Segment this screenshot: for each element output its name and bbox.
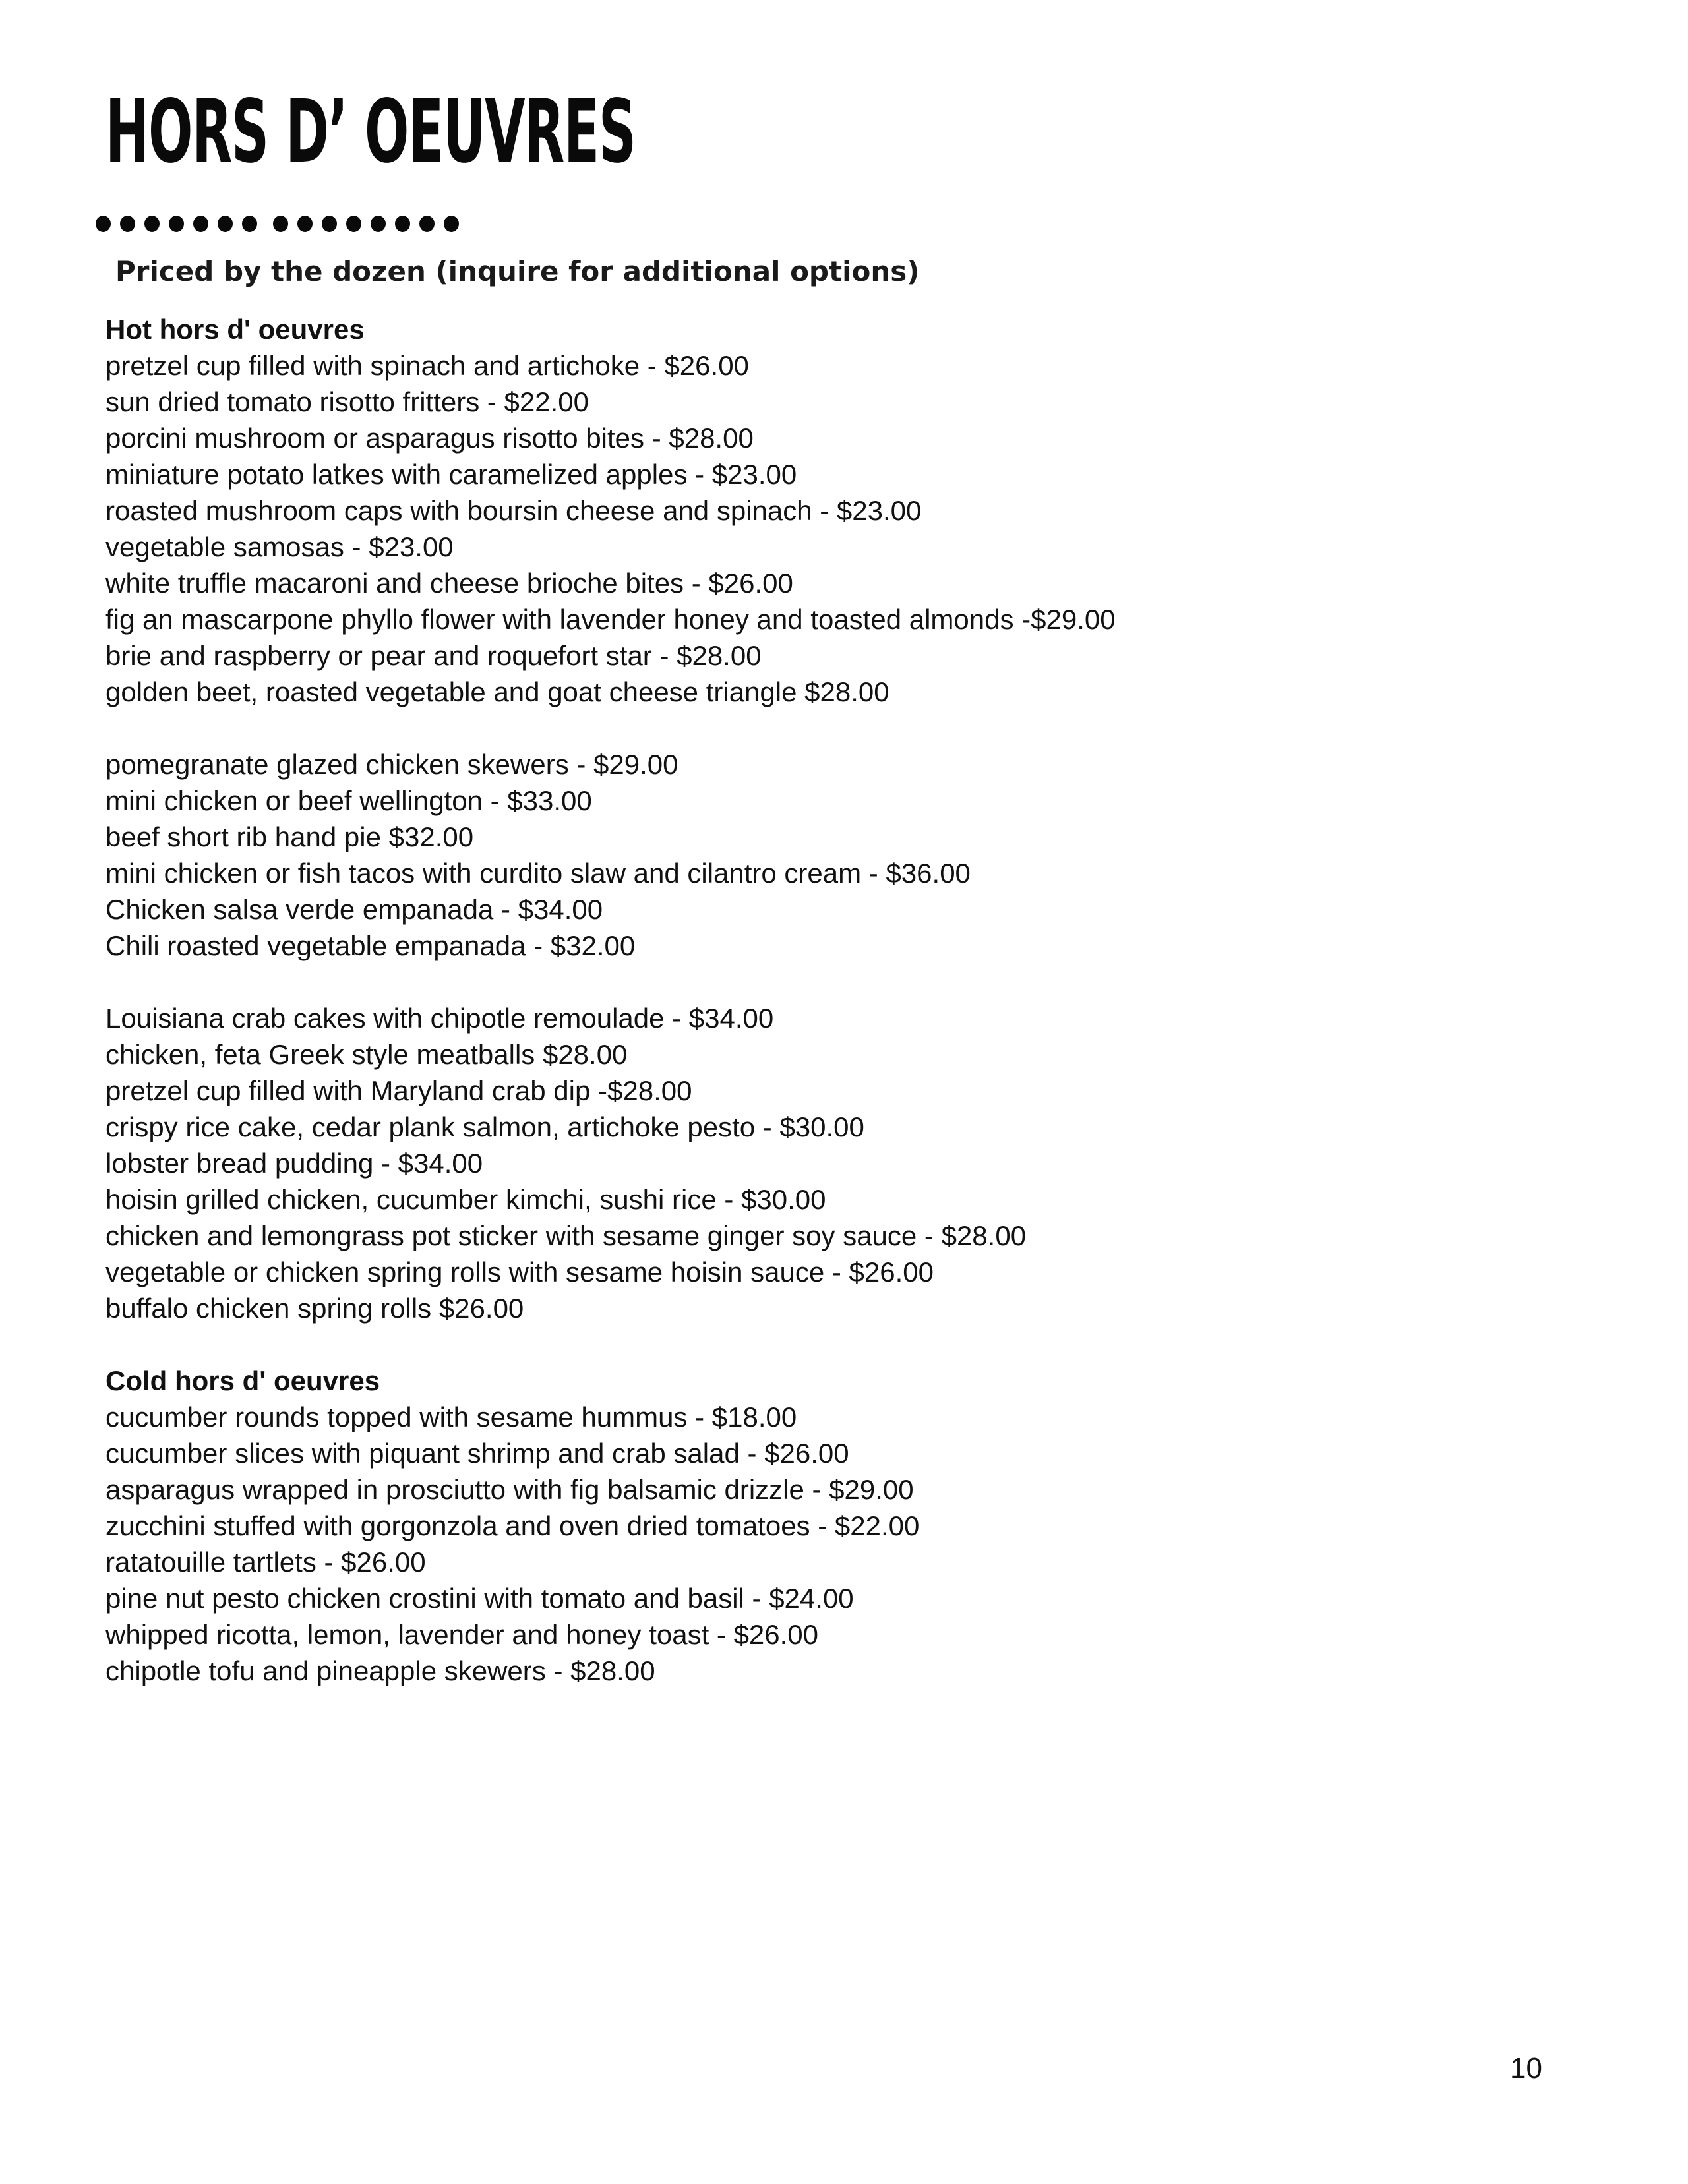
- menu-item: Chili roasted vegetable empanada - $32.00: [106, 930, 636, 961]
- menu-item: ratatouille tartlets - $26.00: [106, 1547, 426, 1578]
- divider-dot: [218, 216, 233, 232]
- divider-dot: [395, 216, 410, 232]
- hot-group-seafood-asian: [106, 1000, 1582, 1326]
- menu-item: miniature potato latkes with caramelized apples - $23.00: [106, 459, 797, 490]
- menu-item: roasted mushroom caps with boursin cheese and spinach - $23.00: [106, 495, 922, 526]
- menu-item: mini chicken or beef wellington - $33.00: [106, 785, 592, 816]
- menu-item: chicken, feta Greek style meatballs $28.00: [106, 1039, 628, 1070]
- menu-item: whipped ricotta, lemon, lavender and honey toast - $26.00: [106, 1619, 819, 1650]
- menu-item: hoisin grilled chicken, cucumber kimchi, sushi rice - $30.00: [106, 1184, 826, 1215]
- divider-dot: [144, 216, 160, 232]
- menu-item: pomegranate glazed chicken skewers - $29.00: [106, 749, 678, 780]
- group-spacer: [106, 964, 1582, 1000]
- group-spacer: [106, 710, 1582, 746]
- menu-item: porcini mushroom or asparagus risotto bites - $28.00: [106, 423, 754, 454]
- divider-dot: [242, 216, 257, 232]
- divider-dot: [346, 216, 361, 232]
- dotted-divider: [96, 212, 468, 235]
- divider-dot: [96, 216, 111, 232]
- menu-item: cucumber slices with piquant shrimp and crab salad - $26.00: [106, 1438, 849, 1469]
- menu-item: zucchini stuffed with gorgonzola and oven dried tomatoes - $22.00: [106, 1510, 920, 1541]
- menu-item: Chicken salsa verde empanada - $34.00: [106, 894, 603, 925]
- group-spacer: [106, 1326, 1582, 1363]
- divider-dot: [371, 216, 386, 232]
- divider-dot: [169, 216, 184, 232]
- menu-item: pretzel cup filled with spinach and artichoke - $26.00: [106, 350, 749, 381]
- divider-dot: [120, 216, 135, 232]
- divider-dot: [193, 216, 208, 232]
- page-number: 10: [1510, 2052, 1542, 2084]
- hot-group-meat: [106, 746, 1582, 964]
- menu-item: sun dried tomato risotto fritters - $22.00: [106, 386, 589, 417]
- menu-item: chicken and lemongrass pot sticker with sesame ginger soy sauce - $28.00: [106, 1220, 1027, 1251]
- menu-item: lobster bread pudding - $34.00: [106, 1148, 483, 1179]
- divider-dot: [297, 216, 313, 232]
- menu-item: pine nut pesto chicken crostini with tomato and basil - $24.00: [106, 1583, 854, 1614]
- cold-section-heading: Cold hors d' oeuvres: [106, 1365, 380, 1396]
- menu-item: vegetable samosas - $23.00: [106, 531, 454, 562]
- hot-group-vegetarian: [106, 347, 1582, 710]
- menu-item: buffalo chicken spring rolls $26.00: [106, 1293, 524, 1324]
- menu-item: mini chicken or fish tacos with curdito slaw and cilantro cream - $36.00: [106, 858, 971, 889]
- menu-item: cucumber rounds topped with sesame hummus - $18.00: [106, 1402, 797, 1432]
- hot-section-heading: Hot hors d' oeuvres: [106, 314, 365, 345]
- divider-dot: [273, 216, 288, 232]
- divider-dot: [419, 216, 435, 232]
- menu-item: brie and raspberry or pear and roquefort star - $28.00: [106, 640, 762, 671]
- menu-item: golden beet, roasted vegetable and goat cheese triangle $28.00: [106, 676, 889, 707]
- menu-item: Louisiana crab cakes with chipotle remoulade - $34.00: [106, 1003, 774, 1034]
- divider-dot: [444, 216, 459, 232]
- menu-item: crispy rice cake, cedar plank salmon, artichoke pesto - $30.00: [106, 1111, 864, 1142]
- menu-item: asparagus wrapped in prosciutto with fig balsamic drizzle - $29.00: [106, 1474, 914, 1505]
- menu-item: vegetable or chicken spring rolls with sesame hoisin sauce - $26.00: [106, 1256, 934, 1287]
- pricing-note: Priced by the dozen (inquire for additional options): [115, 255, 920, 287]
- menu-item: pretzel cup filled with Maryland crab dip -$28.00: [106, 1075, 692, 1106]
- menu-item: beef short rib hand pie $32.00: [106, 821, 474, 852]
- menu-list: [106, 311, 1582, 1689]
- menu-item: white truffle macaroni and cheese brioche bites - $26.00: [106, 568, 793, 599]
- cold-group: [106, 1399, 1582, 1689]
- menu-item: fig an mascarpone phyllo flower with lavender honey and toasted almonds -$29.00: [106, 604, 1116, 635]
- divider-dot: [322, 216, 337, 232]
- menu-item: chipotle tofu and pineapple skewers - $28.00: [106, 1655, 655, 1686]
- page-title: HORS D’ OEUVRES: [106, 81, 636, 183]
